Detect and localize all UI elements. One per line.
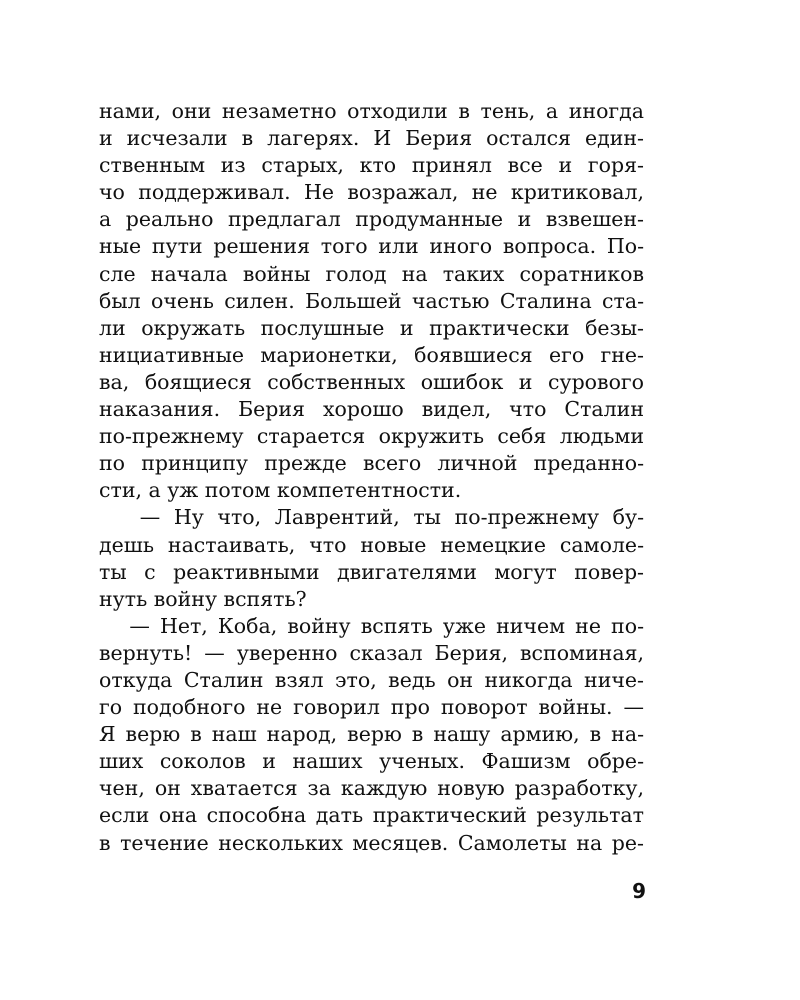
text-line: ты с реактивными двигателями могут повер- xyxy=(99,559,644,584)
text-line: ва, боящиеся собственных ошибок и сурового xyxy=(99,369,644,394)
text-line: ших соколов и наших ученых. Фашизм обре- xyxy=(99,749,644,774)
text-line: чен, он хватается за каждую новую разработку, xyxy=(99,776,644,801)
text-line: нами, они незаметно отходили в тень, а иногда xyxy=(99,99,644,123)
text-line: ли окружать послушные и практически безы- xyxy=(99,315,644,340)
text-line: дешь настаивать, что новые немецкие самоле- xyxy=(99,532,644,557)
text-line: ные пути решения того или иного вопроса. По- xyxy=(99,234,644,259)
text-line: вернуть! — уверенно сказал Берия, вспоминая, xyxy=(99,640,644,665)
text-line: был очень силен. Большей частью Сталина ста- xyxy=(99,288,644,313)
text-line: и исчезали в лагерях. И Берия остался един- xyxy=(99,126,644,151)
text-line: Я верю в наш народ, верю в нашу армию, в на- xyxy=(99,722,644,747)
text-line: сле начала войны голод на таких соратников xyxy=(99,261,644,286)
dialogue-line: — Ну что, Лаврентий, ты по-прежнему бу- xyxy=(99,505,644,530)
page-number: 9 xyxy=(632,879,646,903)
text-line: а реально предлагал продуманные и взвешен- xyxy=(99,207,644,232)
text-line: ственным из старых, кто принял все и горя- xyxy=(99,153,644,178)
text-line: наказания. Берия хорошо видел, что Сталин xyxy=(99,397,644,422)
text-line: в течение нескольких месяцев. Самолеты на ре- xyxy=(99,830,644,855)
text-line: по-прежнему старается окружить себя людьми xyxy=(99,424,644,449)
paragraph-end-line: нуть войну вспять? xyxy=(99,586,307,611)
text-line: го подобного не говорил про поворот войны. — xyxy=(99,695,644,720)
dialogue-line: — Нет, Коба, войну вспять уже ничем не по- xyxy=(99,613,644,638)
text-line: по принципу прежде всего личной преданно- xyxy=(99,451,644,476)
text-line: нициативные марионетки, боявшиеся его гне- xyxy=(99,342,644,367)
body-text xyxy=(99,98,644,857)
text-line: если она способна дать практический результат xyxy=(99,803,644,828)
text-line: откуда Сталин взял это, ведь он никогда ниче- xyxy=(99,667,644,692)
paragraph-end-line: сти, а уж потом компетентности. xyxy=(99,478,462,503)
text-line: чо поддерживал. Не возражал, не критиковал, xyxy=(99,180,644,205)
